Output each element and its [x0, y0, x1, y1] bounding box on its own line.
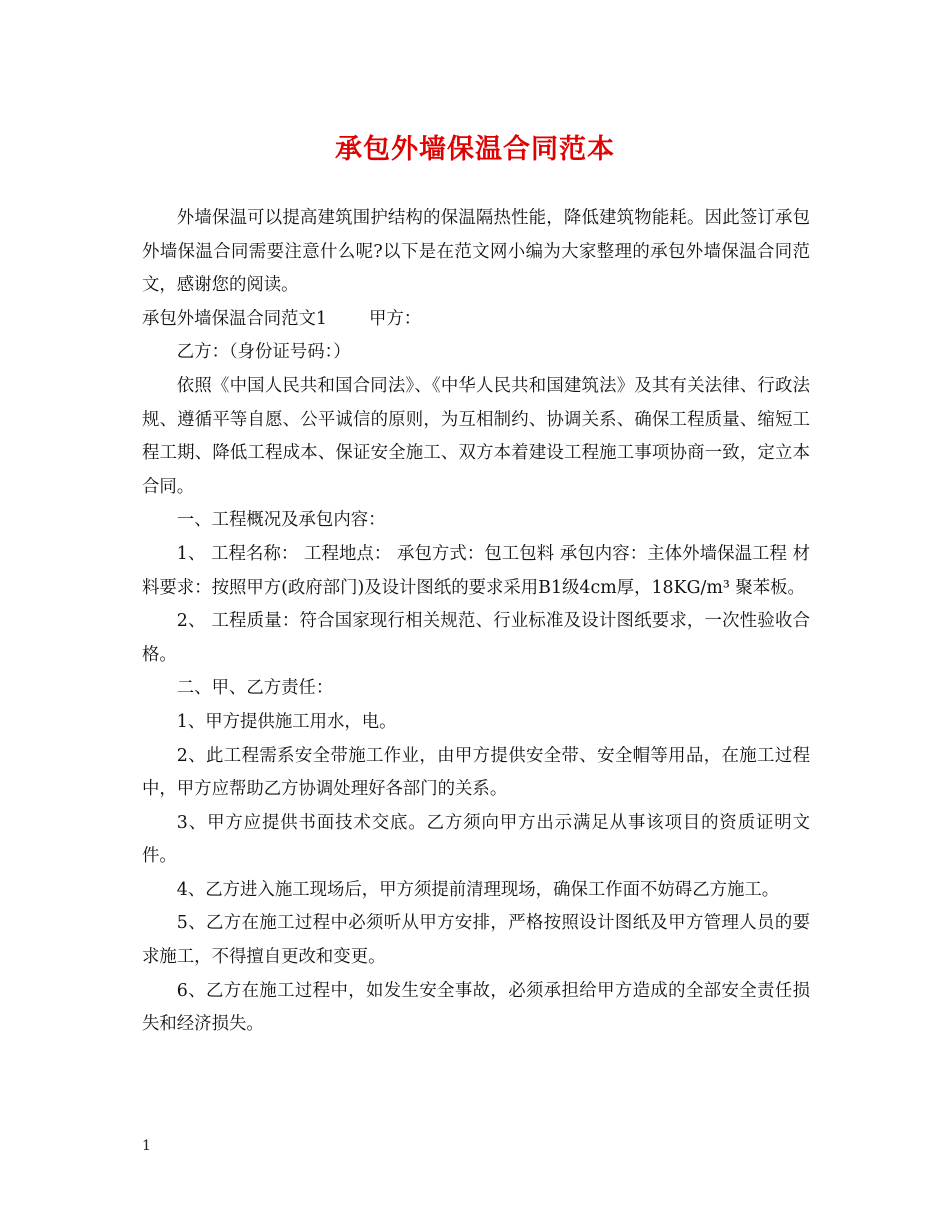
paragraph-resp-3: 3、甲方应提供书面技术交底。乙方须向甲方出示满足从事该项目的资质证明文件。: [142, 812, 810, 867]
paragraph-resp-2: 2、此工程需系安全带施工作业，由甲方提供安全带、安全帽等用品，在施工过程中，甲方应帮助乙方协调处理好各部门的关系。: [142, 745, 810, 800]
paragraph-resp-5: 5、乙方在施工过程中必须听从甲方安排，严格按照设计图纸及甲方管理人员的要求施工，不得擅自更改和变更。: [142, 913, 810, 968]
paragraph-resp-1: 1、甲方提供施工用水，电。: [176, 711, 397, 732]
document-title: 承包外墙保温合同范本: [335, 134, 615, 165]
paragraph-resp-6: 6、乙方在施工过程中，如发生安全事故，必须承担给甲方造成的全部安全责任损失和经济损失。: [142, 980, 810, 1035]
paragraph-resp-4: 4、乙方进入施工现场后，甲方须提前清理现场，确保工作面不妨碍乙方施工。: [176, 879, 780, 900]
paragraph-item-2: 2、 工程质量：符合国家现行相关规范、行业标准及设计图纸要求，一次性验收合格。: [142, 611, 810, 665]
paragraph-item-1: 1、 工程名称： 工程地点： 承包方式：包工包料 承包内容：主体外墙保温工程 材料要求：按照甲方(政府部门)及设计图纸的要求采用B1级4cm厚，18KG/m³ 聚苯板。: [142, 543, 810, 598]
section-heading-responsibilities: 二、甲、乙方责任：: [176, 678, 334, 699]
section-heading-overview: 一、工程概况及承包内容：: [176, 510, 386, 531]
paragraph-intro: 外墙保温可以提高建筑围护结构的保温隔热性能，降低建筑物能耗。因此签订承包外墙保温合同需要注意什么呢?以下是在范文网小编为大家整理的承包外墙保温合同范文，感谢您的阅读。: [142, 208, 810, 296]
paragraph-legal-basis: 依照《中国人民共和国合同法》、《中华人民共和国建筑法》及其有关法律、行政法规、遵循平等自愿、公平诚信的原则，为互相制约、协调关系、确保工程质量、缩短工程工期、降低工程成本、保证安全施工、双方本着建设工程施工事项协商一致，定立本合同。: [142, 375, 810, 497]
page-number: 1: [142, 1138, 151, 1154]
party-a-label: 甲方：: [368, 308, 422, 329]
paragraph-party-b: 乙方：（身份证号码：）: [176, 342, 351, 363]
document-body: [142, 202, 810, 1042]
contract-heading-label: 承包外墙保温合同范文1: [142, 308, 327, 329]
paragraph-contract-heading: [142, 303, 810, 337]
